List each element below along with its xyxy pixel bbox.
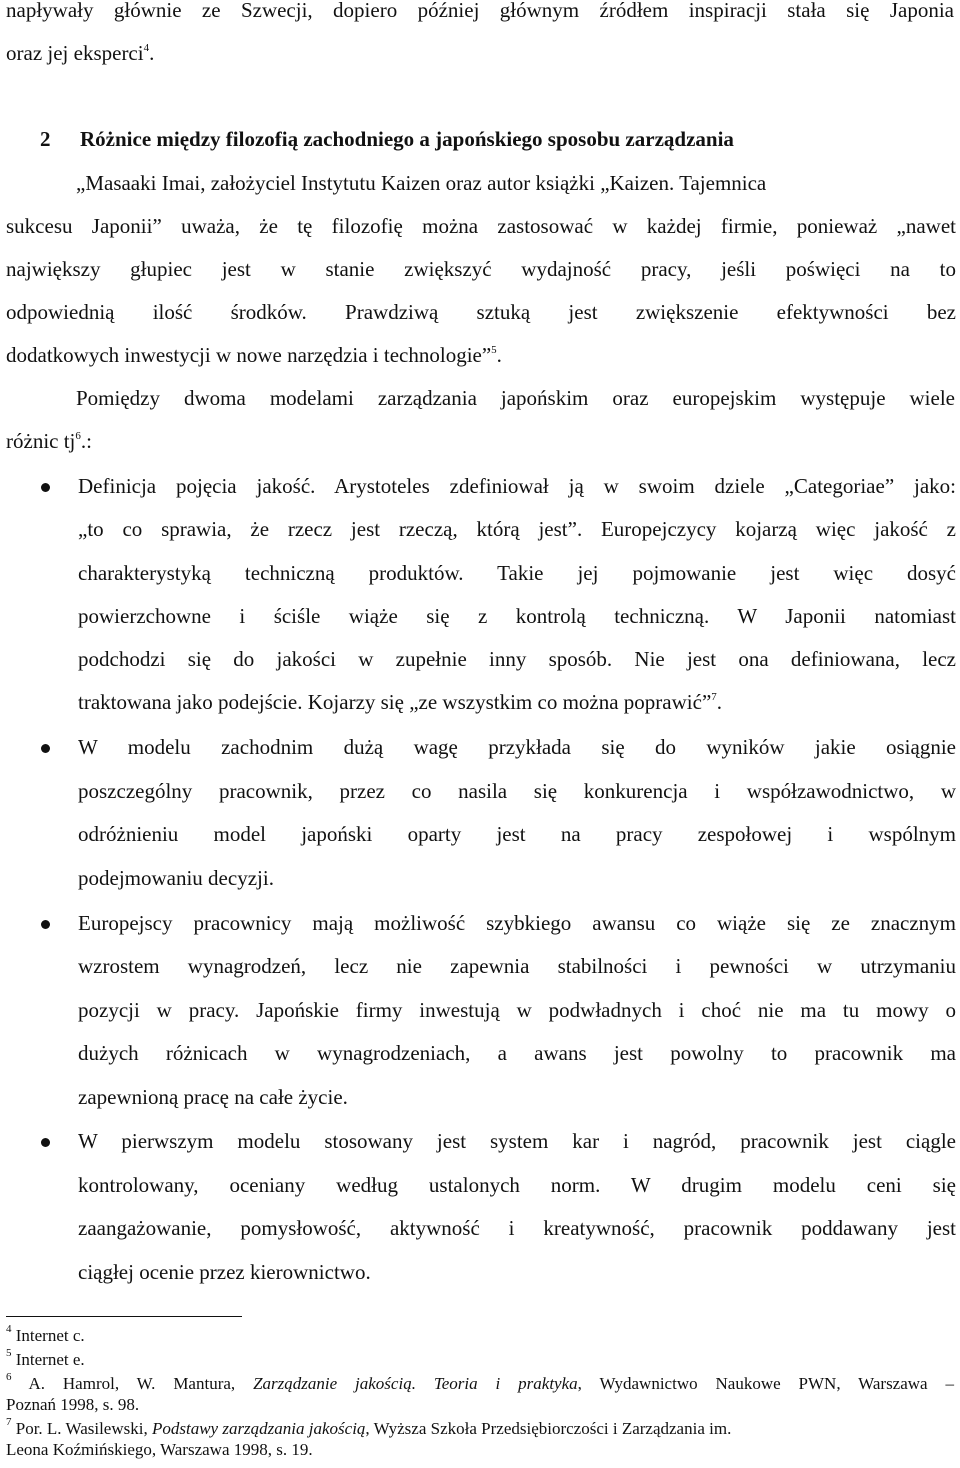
bullet3-line-4: dużych różnicach w wynagrodzeniach, a awans jest powolny to pracownik ma bbox=[78, 1041, 956, 1065]
footnote-5: $^5$ Internet e. bbox=[6, 1347, 85, 1369]
bullet-dot-3 bbox=[41, 920, 50, 929]
para2-line-2: różnic $tj^6$.: bbox=[6, 429, 92, 453]
section-number: 2 bbox=[40, 127, 51, 151]
bullet2-line-4: podejmowaniu decyzji. bbox=[78, 866, 274, 890]
footnote-7-line-1: $^7$ Por. L. Wasilewski, Podstawy zarządzania jakością, Wyższa Szkoła Przedsiębiorczości i Zarządzania im. bbox=[6, 1416, 732, 1438]
footnote-ref-6[interactable]: 6 bbox=[75, 430, 81, 442]
bullet4-line-3: zaangażowanie, pomysłowość, aktywność i kreatywność, pracownik poddawany jest bbox=[78, 1216, 956, 1240]
bullet2-line-3: odróżnieniu model japoński oparty jest na pracy zespołowej i wspólnym bbox=[78, 822, 956, 846]
section-title: Różnice między filozofią zachodniego a japońskiego sposobu zarządzania bbox=[80, 127, 734, 151]
bullet1-line-6: traktowana jako podejście. Kojarzy się „ze wszystkim co można poprawić”$^7$. bbox=[78, 690, 723, 714]
bullet-dot-4 bbox=[41, 1138, 50, 1147]
bullet4-line-4: ciągłej ocenie przez kierownictwo. bbox=[78, 1260, 371, 1284]
para1-line-3: największy głupiec jest w stanie zwiększyć wydajność pracy, jeśli poświęci na to bbox=[6, 257, 956, 281]
bullet3-line-5: zapewnioną pracę na całe życie. bbox=[78, 1085, 348, 1109]
bullet-dot-2 bbox=[41, 744, 50, 753]
intro-line-2: oraz jej eksperci$^4$. bbox=[6, 41, 155, 65]
footnote-7-line-2: Leona Koźmińskiego, Warszawa 1998, s. 19. bbox=[6, 1440, 313, 1459]
intro-line-1: napływały głównie ze Szwecji, dopiero później głównym źródłem inspiracji stała się Japonia bbox=[6, 0, 954, 22]
bullet1-line-1: Definicja pojęcia jakość. Arystoteles zdefiniował ją w swoim dziele „Categoriae” jako: bbox=[78, 474, 956, 498]
footnote-ref-7[interactable]: 7 bbox=[711, 691, 717, 703]
bullet4-line-2: kontrolowany, oceniany według ustalonych norm. W drugim modelu ceni się bbox=[78, 1173, 956, 1197]
bullet-dot-1 bbox=[41, 483, 50, 492]
footnote-6-line-1: $^6$ A. Hamrol, W. Mantura, Zarządzanie jakością. Teoria i praktyka, Wydawnictwo Naukowe PWN, Warszawa – bbox=[6, 1371, 955, 1393]
bullet2-line-1: W modelu zachodnim dużą wagę przykłada się do wyników jakie osiągnie bbox=[78, 735, 956, 759]
footnote-4: $^4$ Internet c. bbox=[6, 1323, 85, 1345]
footnote-6-title: Zarządzanie jakością. Teoria i praktyka bbox=[253, 1374, 578, 1393]
para2-line-1: Pomiędzy dwoma modelami zarządzania japońskim oraz europejskim występuje wiele bbox=[76, 386, 955, 410]
para1-line-2: sukcesu Japonii” uważa, że tę filozofię można zastosować w każdej firmie, ponieważ „nawet bbox=[6, 214, 956, 238]
footnote-ref-4[interactable]: 4 bbox=[143, 42, 150, 54]
footnote-7-title: Podstawy zarządzania jakością bbox=[151, 1419, 366, 1438]
para1-line-1: „Masaaki Imai, założyciel Instytutu Kaizen oraz autor książki „Kaizen. Tajemnica bbox=[76, 171, 767, 195]
bullet4-line-1: W pierwszym modelu stosowany jest system kar i nagród, pracownik jest ciągle bbox=[78, 1129, 956, 1153]
para1-line-4: odpowiednią ilość środków. Prawdziwą sztuką jest zwiększenie efektywności bez bbox=[6, 300, 956, 324]
bullet1-line-3: charakterystyką techniczną produktów. Takie jej pojmowanie jest więc dosyć bbox=[78, 561, 956, 585]
para1-line-5: dodatkowych inwestycji w nowe narzędzia i technologie”$^5$. bbox=[6, 343, 502, 367]
footnote-ref-5[interactable]: 5 bbox=[491, 344, 497, 356]
bullet3-line-1: Europejscy pracownicy mają możliwość szybkiego awansu co wiąże się ze znacznym bbox=[78, 911, 956, 935]
bullet3-line-2: wzrostem wynagrodzeń, lecz nie zapewnia stabilności i pewności w utrzymaniu bbox=[78, 954, 956, 978]
bullet3-line-3: pozycji w pracy. Japońskie firmy inwestują w podwładnych i choć nie ma tu mowy o bbox=[78, 998, 956, 1022]
bullet1-line-4: powierzchowne i ściśle wiąże się z kontrolą techniczną. W Japonii natomiast bbox=[78, 604, 956, 628]
bullet1-line-2: „to co sprawia, że rzecz jest rzeczą, którą jest”. Europejczycy kojarzą więc jakość z bbox=[78, 517, 956, 541]
bullet2-line-2: poszczególny pracownik, przez co nasila się konkurencja i współzawodnictwo, w bbox=[78, 779, 956, 803]
footnote-separator bbox=[6, 1316, 242, 1317]
bullet1-line-5: podchodzi się do jakości w zupełnie inny sposób. Nie jest ona definiowana, lecz bbox=[78, 647, 956, 671]
footnote-6-line-2: Poznań 1998, s. 98. bbox=[6, 1395, 140, 1414]
